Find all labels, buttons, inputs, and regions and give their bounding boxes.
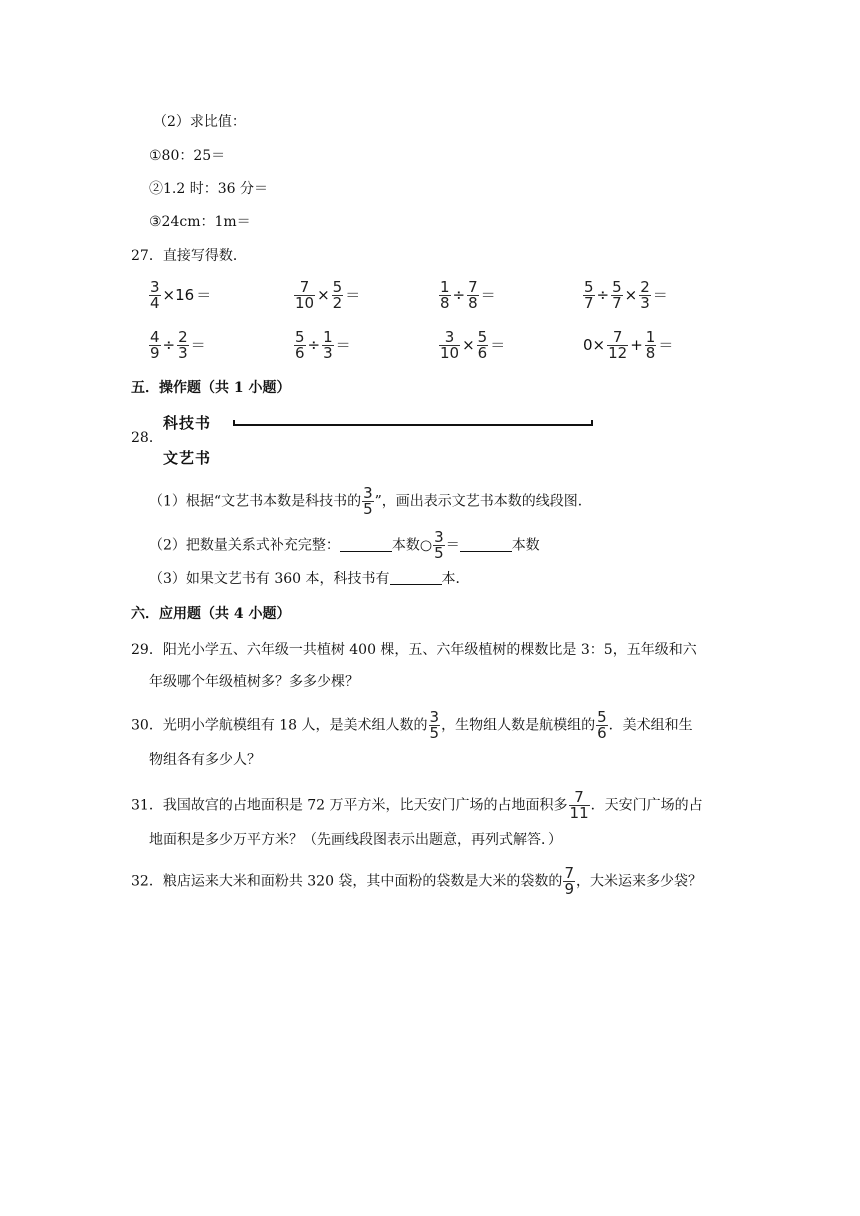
q26-item-2: ②1.2 时：36 分＝ bbox=[149, 181, 268, 197]
q27-expr-6: $\frac{5}{6}$ ÷ $\frac{1}{3}$ ＝ bbox=[295, 328, 351, 362]
q27-expr-8: 0× $\frac{7}{12}$ + $\frac{1}{8}$ ＝ bbox=[583, 328, 674, 362]
q31-line-1: 31．我国故宫的占地面积是 72 万平方米，比天安门广场的占地面积多 $\frac{7}{11}$ ．天安门广场的占 bbox=[131, 788, 703, 822]
q29-line-1: 29．阳光小学五、六年级一共植树 400 棵，五、六年级植树的棵数比是 3：5，五年级和六 bbox=[131, 642, 697, 658]
fraction: $\frac{1}{3}$ bbox=[323, 328, 333, 362]
fraction: $\frac{7}{8}$ bbox=[468, 278, 478, 312]
q27-expr-4: $\frac{5}{7}$ ÷ $\frac{5}{7}$ × $\frac{2}{3}$ ＝ bbox=[584, 278, 668, 312]
science-books-segment bbox=[233, 420, 593, 426]
q31-line-2: 地面积是多少万平方米？（先画线段图表示出题意，再列式解答．） bbox=[149, 832, 562, 848]
q28-number: 28． bbox=[131, 430, 163, 446]
fraction: $\frac{7}{9}$ bbox=[564, 864, 574, 898]
fraction: $\frac{4}{9}$ bbox=[150, 328, 160, 362]
fraction: $\frac{2}{3}$ bbox=[178, 328, 188, 362]
answer-blank[interactable] bbox=[460, 537, 512, 552]
q27-expr-3: $\frac{1}{8}$ ÷ $\frac{7}{8}$ ＝ bbox=[440, 278, 496, 312]
q27-expr-5: $\frac{4}{9}$ ÷ $\frac{2}{3}$ ＝ bbox=[150, 328, 206, 362]
fraction: $\frac{3}{5}$ bbox=[363, 484, 373, 518]
fraction: $\frac{3}{4}$ bbox=[150, 278, 160, 312]
q28-part-2: （2）把数量关系式补充完整： 本数○ $\frac{3}{5}$ ＝ 本数 bbox=[149, 528, 540, 562]
fraction: $\frac{5}{2}$ bbox=[332, 278, 343, 312]
q27-title: 27．直接写得数． bbox=[131, 248, 247, 264]
fraction: $\frac{5}{6}$ bbox=[477, 328, 488, 362]
q27-expr-7: $\frac{3}{10}$ × $\frac{5}{6}$ ＝ bbox=[440, 328, 506, 362]
q26-item-3: ③24cm：1m＝ bbox=[149, 214, 251, 230]
fraction: $\frac{1}{8}$ bbox=[645, 328, 656, 362]
section-5-heading: 五．操作题（共 1 小题） bbox=[131, 380, 291, 396]
q30-line-1: 30．光明小学航模组有 18 人，是美术组人数的 $\frac{3}{5}$ ，生物组人数是航模组的 $\frac{5}{6}$ ．美术组和生 bbox=[131, 708, 693, 742]
fraction: $\frac{3}{10}$ bbox=[440, 328, 460, 362]
fraction: $\frac{5}{6}$ bbox=[295, 328, 305, 362]
label-science-books: 科技书 bbox=[163, 414, 212, 432]
fraction: $\frac{2}{3}$ bbox=[640, 278, 650, 312]
fraction: $\frac{5}{7}$ bbox=[584, 278, 594, 312]
fraction: $\frac{5}{7}$ bbox=[612, 278, 622, 312]
fraction: $\frac{7}{12}$ bbox=[608, 328, 628, 362]
q30-line-2: 物组各有多少人？ bbox=[149, 752, 261, 768]
fraction: $\frac{1}{8}$ bbox=[440, 278, 450, 312]
q28-part-1: （1）根据“文艺书本数是科技书的 $\frac{3}{5}$ ”，画出表示文艺书本数的线段图． bbox=[149, 484, 592, 518]
fraction: $\frac{7}{11}$ bbox=[569, 788, 589, 822]
answer-blank[interactable] bbox=[340, 537, 392, 552]
label-literature-books: 文艺书 bbox=[163, 449, 212, 467]
section-6-heading: 六．应用题（共 4 小题） bbox=[131, 606, 291, 622]
fraction: $\frac{3}{5}$ bbox=[429, 708, 440, 742]
q29-line-2: 年级哪个年级植树多？多多少棵？ bbox=[149, 674, 359, 690]
q27-expr-2: $\frac{7}{10}$ × $\frac{5}{2}$ ＝ bbox=[295, 278, 361, 312]
q32-line: 32．粮店运来大米和面粉共 320 袋，其中面粉的袋数是大米的袋数的 $\frac{7}{9}$ ，大米运来多少袋？ bbox=[131, 864, 702, 898]
answer-blank[interactable] bbox=[390, 570, 442, 585]
fraction: $\frac{5}{6}$ bbox=[597, 708, 607, 742]
fraction: $\frac{7}{10}$ bbox=[295, 278, 315, 312]
q28-part-3: （3）如果文艺书有 360 本，科技书有 本． bbox=[149, 571, 470, 587]
q26-part2-title: （2）求比值： bbox=[153, 114, 246, 130]
q27-expr-1: $\frac{3}{4}$ ×16 ＝ bbox=[150, 278, 212, 312]
q26-item-1: ①80：25＝ bbox=[149, 148, 226, 164]
fraction: $\frac{3}{5}$ bbox=[434, 528, 444, 562]
